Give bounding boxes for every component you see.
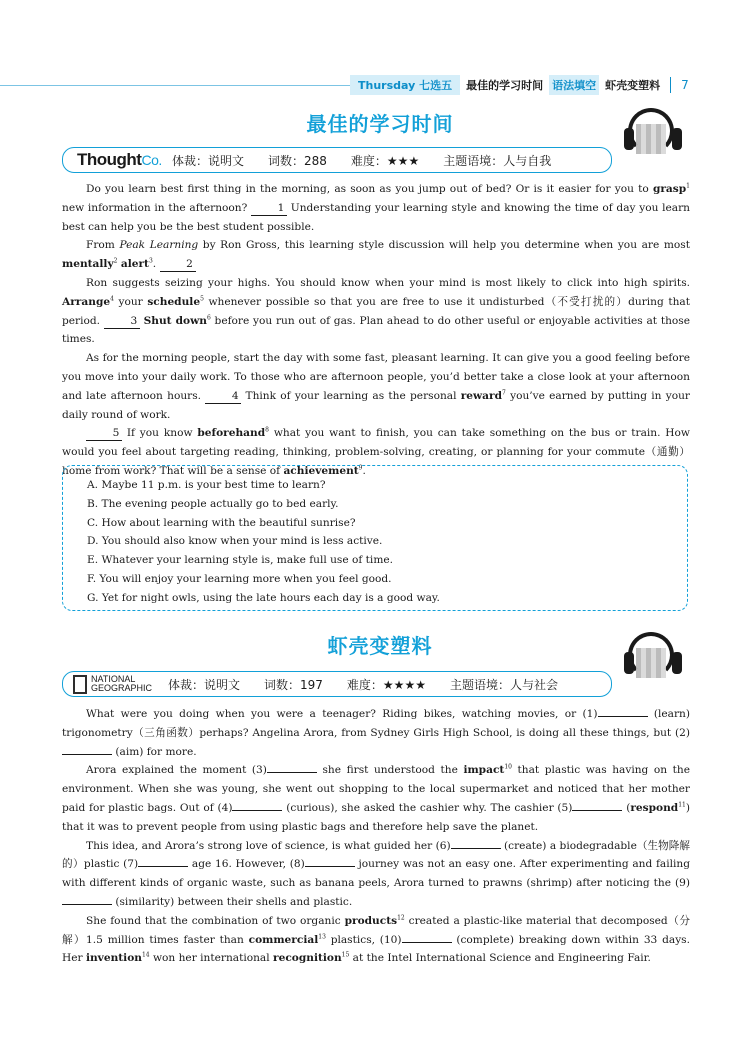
header-day: Thursday 七选五 [350, 75, 460, 95]
article2-title: 虾壳变塑料 [327, 634, 433, 658]
gap-10[interactable] [402, 942, 452, 943]
article2-paragraph-1: What were you doing when you were a teenager? Riding bikes, watching movies, or (1) (learn) trigonometry（三角函数）perhaps? Angelina Arora, from Sydney Girls High School, is doing all these things, but (2) (aim) for more. [62, 708, 690, 758]
blank-2[interactable]: 2 [160, 257, 196, 272]
article2-body [62, 705, 690, 968]
option-a: A. Maybe 11 p.m. is your best time to learn? [87, 479, 326, 491]
gap-2[interactable] [62, 754, 112, 755]
gap-7[interactable] [138, 866, 188, 867]
article2-words: 词数：197 [264, 677, 323, 692]
blank-5[interactable]: 5 [86, 426, 122, 441]
option-e: E. Whatever your learning style is, make full use of time. [87, 554, 394, 567]
article2-theme: 主题语境：人与社会 [449, 677, 558, 692]
article2-paragraph-2: Arora explained the moment (3) she first understood the impact$^{10}$ that plastic was having on the environment. When she was young, she went out shopping to the local supermarket and noticed that her mother paid for plastic bags. Out of (4) (curious), she asked the cashier why. The cashier (5) (respond$^{11}$) that it was to prevent people from using plastic bags and therefore help save the planet. [62, 763, 690, 833]
gap-5[interactable] [572, 810, 622, 811]
gap-6[interactable] [451, 848, 501, 849]
natgeo-logo: NATIONAL GEOGRAPHIC [73, 675, 168, 694]
headphone-qr-icon-2[interactable] [624, 632, 686, 690]
header-title1: 最佳的学习时间 [466, 79, 544, 92]
blank-1[interactable]: 1 [251, 201, 287, 216]
option-b: B. The evening people actually go to bed early. [87, 497, 339, 510]
header-highlight: 语法填空 [549, 75, 599, 95]
headphone-qr-icon[interactable] [624, 108, 686, 166]
gap-9[interactable] [62, 904, 112, 905]
article1-words: 词数：288 [268, 153, 327, 168]
article1-title: 最佳的学习时间 [306, 112, 454, 136]
gap-3[interactable] [267, 772, 317, 773]
option-g: G. Yet for night owls, using the late hours each day is a good way. [87, 591, 440, 604]
article1-genre: 体裁：说明文 [172, 153, 245, 168]
article2-info-bar [62, 671, 612, 697]
qr-code-icon [636, 124, 666, 154]
article1-body [62, 180, 690, 481]
article2-paragraph-3: This idea, and Arora’s strong love of science, is what guided her (6) (create) a biodegradable（生物降解的）plastic (7) age 16. However, (8) journey was not an easy one. After experimenting and failing with different kinds of organic waste, such as banana peels, Arora turned to prawns (shrimp) after noticing the (9) (similarity) between their shells and plastic. [62, 839, 691, 908]
option-c: C. How about learning with the beautiful sunrise? [87, 516, 356, 529]
qr-code-icon-2 [636, 648, 666, 678]
page-number: 7 [681, 78, 689, 92]
gap-4[interactable] [232, 810, 282, 811]
article2-paragraph-4: She found that the combination of two organic products$^{12}$ created a plastic-like material that decomposed（分解）1.5 million times faster than commercial$^{13}$ plastics, (10) (complete) breaking down within 33 days. Her invention$^{14}$ won her international recognition$^{15}$ at the Intel International Science and Engineering Fair. [62, 914, 690, 965]
article1-paragraph-4: As for the morning people, start the day with some fast, pleasant learning. It can give you a good feeling before you move into your daily work. To those who are afternoon people, you’d better take a close look at your afternoon and late afternoon hours. 4 Think of your learning as the personal reward$^7$ you’ve earned by putting in your daily round of work. [62, 352, 690, 421]
header-rule [0, 85, 350, 86]
option-f: F. You will enjoy your learning more when you feel good. [87, 572, 392, 585]
article1-difficulty: 难度：★★★ [350, 153, 420, 168]
article1-paragraph-3: Ron suggests seizing your highs. You should know when your mind is most likely to click into high spirits. Arrange$^4$ your schedule$^5$ whenever possible so that you are free to use it undisturbed（不受打扰的）during that period. 3 Shut down$^6$ before you run out of gas. Plan ahead to do other useful or enjoyable activities at those times. [62, 276, 690, 346]
thoughtco-logo: ThoughtCo. [77, 150, 162, 169]
options-box [62, 465, 688, 611]
article1-paragraph-2: From Peak Learning by Ron Gross, this learning style discussion will help you determine when you are most mentally$^2$ alert$^3$. 2 [62, 239, 690, 271]
article2-difficulty: 难度：★★★★ [346, 677, 426, 692]
gap-1[interactable] [598, 716, 648, 717]
gap-8[interactable] [305, 866, 355, 867]
blank-3[interactable]: 3 [104, 314, 140, 329]
blank-4[interactable]: 4 [205, 389, 241, 404]
header-title2: 虾壳变塑料 [605, 79, 661, 92]
page-header [350, 76, 689, 94]
header-divider [670, 77, 671, 93]
option-d: D. You should also know when your mind is less active. [87, 535, 383, 548]
article2-genre: 体裁：说明文 [168, 677, 241, 692]
article1-paragraph-1: Do you learn best first thing in the morning, as soon as you jump out of bed? Or is it easier for you to grasp$^1$ new information in the afternoon? 1 Understanding your learning style and knowing the time of day you learn best can help you be the best student possible. [62, 182, 690, 233]
article1-paragraph-5: 5 If you know beforehand$^8$ what you want to finish, you can take something on the bus or train. How would you feel about targeting reading, thinking, problem-solving, creating, or planning for your commute（通勤）home from work? That will be a sense of achievement$^9$. [62, 426, 690, 477]
natgeo-frame-icon [73, 675, 87, 694]
article1-info-bar [62, 147, 612, 173]
article1-theme: 主题语境：人与自我 [443, 153, 552, 168]
